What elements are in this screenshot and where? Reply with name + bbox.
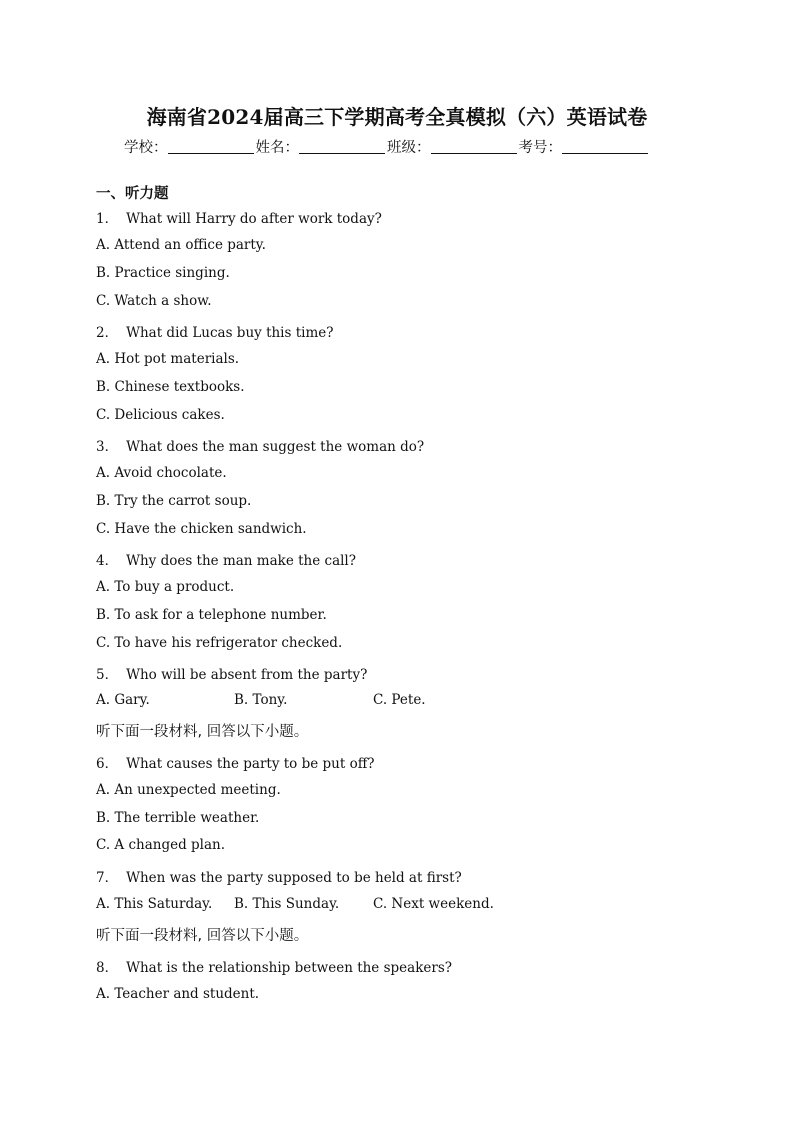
section-heading: 一、听力题 <box>96 186 169 202</box>
class-blank[interactable] <box>431 139 517 154</box>
option-3a[interactable]: A. Avoid chocolate. <box>96 465 227 481</box>
listening-intro-1: 听下面一段材料, 回答以下小题。 <box>96 724 309 740</box>
question-number: 4． <box>96 553 119 569</box>
option-1a[interactable]: A. Attend an office party. <box>96 237 266 253</box>
name-label: 姓名： <box>255 140 299 156</box>
exam-title: 海南省2024届高三下学期高考全真模拟（六）英语试卷 <box>146 105 648 129</box>
question-2 <box>96 321 334 341</box>
number-label: 考号： <box>518 140 562 156</box>
option-5c[interactable]: C. Pete. <box>373 692 426 708</box>
class-label: 班级： <box>387 140 431 156</box>
option-2a[interactable]: A. Hot pot materials. <box>96 351 240 367</box>
question-text: What causes the party to be put off? <box>126 756 375 772</box>
option-3b[interactable]: B. Try the carrot soup. <box>96 493 252 509</box>
option-6a[interactable]: A. An unexpected meeting. <box>96 782 281 798</box>
option-4c[interactable]: C. To have his refrigerator checked. <box>96 635 343 651</box>
question-number: 8． <box>96 960 119 976</box>
option-7a[interactable]: A. This Saturday. <box>96 896 213 912</box>
question-number: 2． <box>96 325 119 341</box>
option-7c[interactable]: C. Next weekend. <box>373 896 494 912</box>
option-2b[interactable]: B. Chinese textbooks. <box>96 379 245 395</box>
question-number: 5． <box>96 667 119 683</box>
question-7 <box>96 866 462 886</box>
question-number: 3． <box>96 439 119 455</box>
option-5b[interactable]: B. Tony. <box>234 692 288 708</box>
option-1c[interactable]: C. Watch a show. <box>96 293 212 309</box>
question-number: 7． <box>96 870 119 886</box>
question-text: What is the relationship between the speakers? <box>126 960 452 976</box>
question-5 <box>96 663 367 683</box>
name-blank[interactable] <box>299 139 385 154</box>
option-8a[interactable]: A. Teacher and student. <box>96 986 260 1002</box>
option-5a[interactable]: A. Gary. <box>96 692 150 708</box>
question-8 <box>96 956 452 976</box>
question-4 <box>96 549 356 569</box>
question-text: What does the man suggest the woman do? <box>126 439 425 455</box>
option-6b[interactable]: B. The terrible weather. <box>96 810 260 826</box>
question-number: 1． <box>96 211 119 227</box>
question-text: Why does the man make the call? <box>126 553 356 569</box>
option-6c[interactable]: C. A changed plan. <box>96 837 226 853</box>
option-1b[interactable]: B. Practice singing. <box>96 265 230 281</box>
question-text: Who will be absent from the party? <box>126 667 368 683</box>
number-blank[interactable] <box>562 139 648 154</box>
question-text: What did Lucas buy this time? <box>126 325 334 341</box>
question-1 <box>96 207 382 227</box>
listening-intro-2: 听下面一段材料, 回答以下小题。 <box>96 928 309 944</box>
question-text: What will Harry do after work today? <box>126 211 382 227</box>
option-4a[interactable]: A. To buy a product. <box>96 579 235 595</box>
question-number: 6． <box>96 756 119 772</box>
option-7b[interactable]: B. This Sunday. <box>234 896 340 912</box>
option-2c[interactable]: C. Delicious cakes. <box>96 407 225 423</box>
option-4b[interactable]: B. To ask for a telephone number. <box>96 607 327 623</box>
school-blank[interactable] <box>168 139 254 154</box>
student-info-line <box>124 136 650 157</box>
question-6 <box>96 752 375 772</box>
school-label: 学校： <box>124 140 168 156</box>
question-3 <box>96 435 424 455</box>
option-3c[interactable]: C. Have the chicken sandwich. <box>96 521 307 537</box>
question-text: When was the party supposed to be held at first? <box>126 870 462 886</box>
